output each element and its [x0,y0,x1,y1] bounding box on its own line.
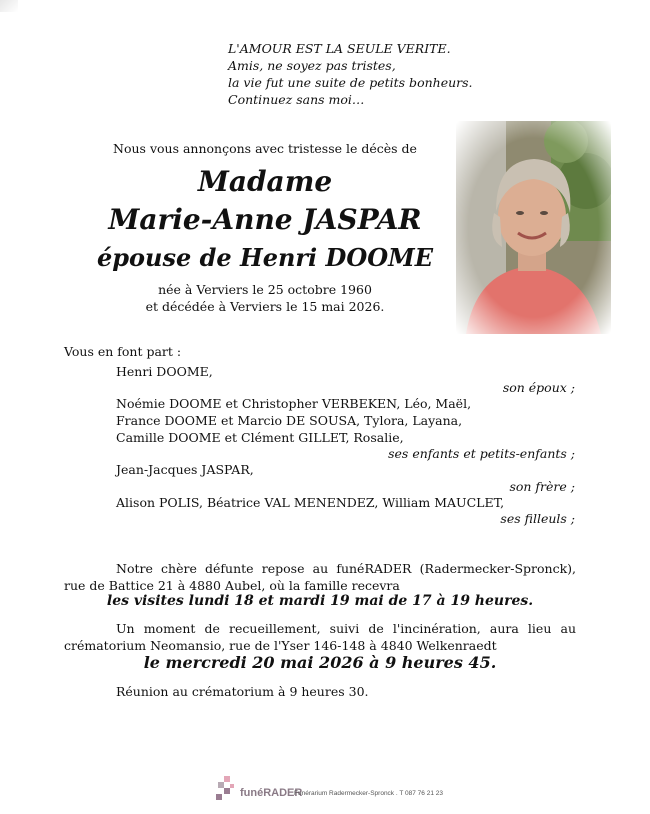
epigraph-line: Continuez sans moi… [228,92,365,107]
family-lead: Vous en font part : [64,344,182,359]
family-line: Noémie DOOME et Christopher VERBEKEN, Léo, Maël, [116,396,472,411]
repose-paragraph [64,560,576,594]
family-role: ses filleuls ; [500,511,575,526]
title-honorific: Madame [197,165,333,198]
family-role: son frère ; [509,479,575,494]
footer-brand: funéRADER [240,787,303,799]
family-role: son époux ; [502,380,575,395]
birth-line: née à Verviers le 25 octobre 1960 [158,282,372,297]
deceased-name: Marie-Anne JASPAR [108,203,422,236]
epigraph-line: la vie fut une suite de petits bonheurs. [228,75,473,90]
visits-line: les visites lundi 18 et mardi 19 mai de 17 à 19 heures. [106,593,534,609]
ceremony-date: le mercredi 20 mai 2026 à 9 heures 45. [143,653,497,672]
reunion-line: Réunion au crématorium à 9 heures 30. [116,684,369,699]
life-dates [0,281,530,315]
repose-text: Notre chère défunte repose au funéRADER (Radermecker-Spronck), rue de Battice 21 à 4880 Aubel, où la famille recevra [64,561,576,593]
family-role: ses enfants et petits-enfants ; [388,446,575,461]
family-line: Jean-Jacques JASPAR, [116,462,254,477]
announcement-intro: Nous vous annonçons avec tristesse le décès de [113,141,417,156]
corner-shadow [0,0,18,12]
footer-logo [214,776,474,802]
family-line: Henri DOOME, [116,364,213,379]
family-line: Camille DOOME et Clément GILLET, Rosalie, [116,430,404,445]
epigraph-line: Amis, ne soyez pas tristes, [228,58,396,73]
footer-subtitle: Funérarium Radermecker-Spronck . T 087 76 21 23 [294,790,443,797]
portrait-photo [456,121,611,334]
portrait-photo-image [456,121,611,334]
epigraph-line: L'AMOUR EST LA SEULE VERITE. [228,41,451,56]
family-line: Alison POLIS, Béatrice VAL MENENDEZ, William MAUCLET, [116,495,505,510]
funerader-logo-icon [214,776,238,802]
death-line: et décédée à Verviers le 15 mai 2026. [145,299,385,314]
epigraph [228,40,473,108]
ceremony-text: Un moment de recueillement, suivi de l'incinération, aura lieu au crématorium Neomansio, rue de l'Yser 146-148 à 4840 Welkenraedt [64,621,576,653]
family-line: France DOOME et Marcio DE SOUSA, Tylora, Layana, [116,413,463,428]
spouse-line: épouse de Henri DOOME [96,243,434,272]
ceremony-paragraph [64,620,576,654]
